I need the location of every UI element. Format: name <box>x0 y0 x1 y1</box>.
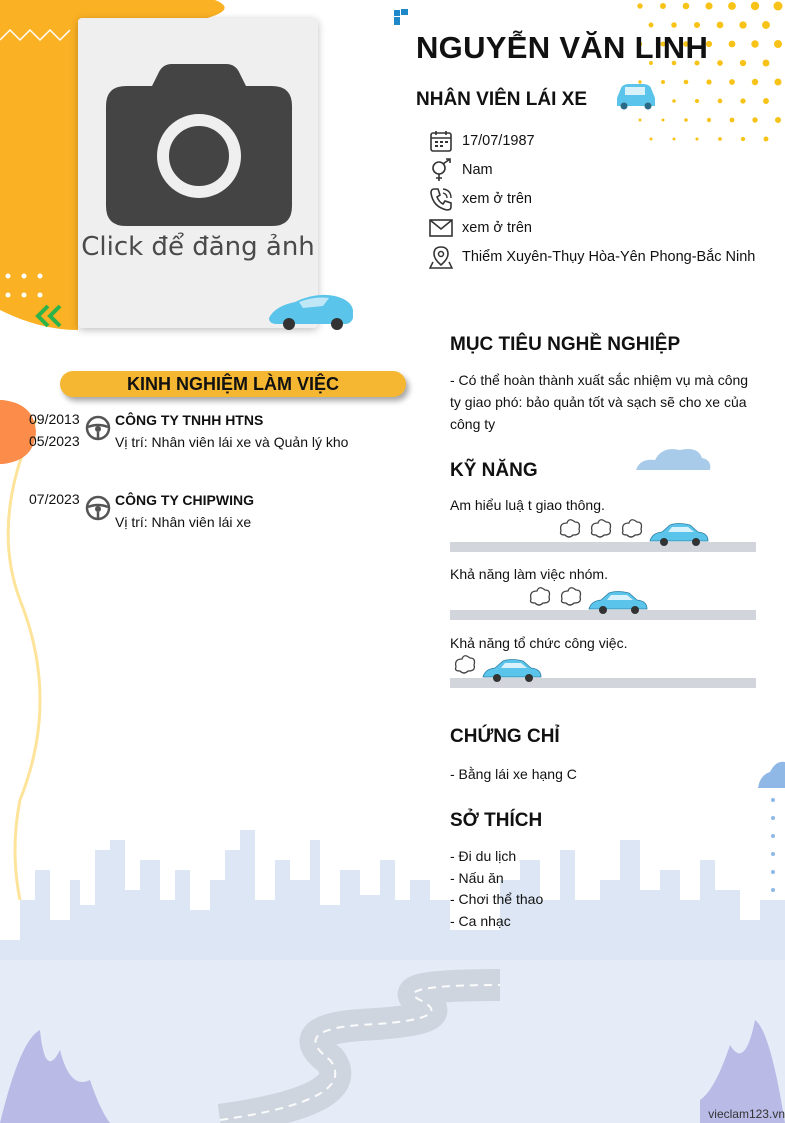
cloud-decor <box>636 449 710 470</box>
certificates-heading: CHỨNG CHỈ <box>450 726 560 747</box>
smoke-puff-icon <box>561 588 580 605</box>
dot-decor <box>740 98 745 103</box>
candidate-name: NGUYỄN VĂN LINH <box>416 30 709 65</box>
skill-2-label: Khả năng làm việc nhóm. <box>450 566 608 582</box>
dot-decor <box>671 22 677 28</box>
dot-decor <box>729 79 735 85</box>
experience-heading: KINH NGHIỆM LÀM VIỆC <box>60 371 406 397</box>
car-body-icon <box>483 660 541 683</box>
dot-decor <box>718 137 722 141</box>
car-body-icon <box>589 592 647 615</box>
logo-icon <box>394 9 408 25</box>
car-body-icon <box>650 524 708 547</box>
address-row <box>428 244 755 270</box>
skills-heading: KỸ NĂNG <box>450 460 538 481</box>
skill-2-car-icon <box>525 585 649 622</box>
dot-decor <box>662 119 665 122</box>
dot-decor <box>775 117 781 123</box>
smoke-puff-icon <box>623 520 642 537</box>
skill-3-label: Khả năng tổ chức công việc. <box>450 635 628 651</box>
exp-2-company: CÔNG TY CHIPWING <box>115 492 254 508</box>
cloud-right-decor <box>758 762 785 788</box>
dots-right-decor <box>771 798 775 892</box>
phone-icon <box>428 186 454 212</box>
exp-2-start: 07/2023 <box>29 491 80 507</box>
exp-1-start: 09/2013 <box>29 411 80 427</box>
dot-decor <box>752 79 758 85</box>
hobby-4: - Ca nhạc <box>450 913 511 929</box>
dot-decor <box>706 79 711 84</box>
gender-value: Nam <box>462 162 493 178</box>
phone-row <box>428 186 532 212</box>
dot-decor <box>673 138 676 141</box>
dot-decor <box>751 40 758 47</box>
exp-2-position: Vị trí: Nhân viên lái xe <box>115 514 252 530</box>
dot-decor <box>650 138 653 141</box>
dot-decor <box>751 2 759 10</box>
email-row <box>428 215 532 241</box>
dot-decor <box>763 60 770 67</box>
dot-decor <box>637 3 642 8</box>
dot-decor <box>672 99 676 103</box>
dot-decor <box>729 41 736 48</box>
gender-icon <box>428 157 454 183</box>
dot-decor <box>717 60 723 66</box>
mail-icon <box>428 215 454 241</box>
dot-decor <box>695 99 699 103</box>
job-title: NHÂN VIÊN LÁI XE <box>416 89 588 110</box>
dot-decor <box>730 118 735 123</box>
photo-upload-label: Click để đăng ảnh <box>81 232 315 262</box>
dot-decor <box>683 3 690 10</box>
dot-decor <box>774 40 782 48</box>
steering-wheel-icon <box>85 495 111 521</box>
skill-1-label: Am hiểu luậ t giao thông. <box>450 497 605 513</box>
dot-decor <box>752 117 757 122</box>
gender-row <box>428 157 493 183</box>
birthdate-value: 17/07/1987 <box>462 133 535 149</box>
dot-decor <box>762 21 770 29</box>
dot-decor <box>763 98 769 104</box>
smoke-puff-icon <box>592 520 611 537</box>
exp-1-company: CÔNG TY TNHH HTNS <box>115 412 264 428</box>
dot-decor <box>694 22 700 28</box>
certificate-1: - Bằng lái xe hạng C <box>450 766 577 782</box>
dot-decor <box>695 137 698 140</box>
steering-wheel-icon <box>85 415 111 441</box>
sports-car-icon <box>265 288 357 332</box>
smoke-puff-icon <box>530 588 549 605</box>
dot-decor <box>684 118 688 122</box>
hobby-1: - Đi du lịch <box>450 848 517 864</box>
dot-decor <box>718 99 723 104</box>
dot-decor <box>705 2 712 9</box>
camera-icon <box>106 64 292 226</box>
dots-top-right-decor <box>637 2 782 142</box>
dot-decor <box>728 2 736 10</box>
dot-decor <box>639 119 642 122</box>
dot-decor <box>684 80 689 85</box>
location-icon <box>428 244 454 270</box>
dot-decor <box>660 3 666 9</box>
exp-1-position: Vị trí: Nhân viên lái xe và Quản lý kho <box>115 434 349 450</box>
skill-1-car-icon <box>555 517 710 554</box>
email-value: xem ở trên <box>462 220 532 236</box>
dot-decor <box>774 2 783 11</box>
birthdate-row <box>428 128 535 154</box>
address-value: Thiểm Xuyên-Thụy Hòa-Yên Phong-Bắc Ninh <box>462 249 756 265</box>
calendar-icon <box>428 128 454 154</box>
exp-1-end: 05/2023 <box>29 433 80 449</box>
dot-decor <box>739 21 746 28</box>
objective-text: - Có thể hoàn thành xuất sắc nhiệm vụ mà công ty giao phó: bảo quản tốt và sạch sẽ cho xe của công ty <box>450 372 749 432</box>
watermark: vieclam123.vn <box>708 1107 785 1121</box>
smoke-puff-icon <box>561 520 580 537</box>
dot-decor <box>741 137 745 141</box>
objective-heading: MỤC TIÊU NGHỀ NGHIỆP <box>450 334 681 355</box>
dot-decor <box>707 118 711 122</box>
photo-upload[interactable] <box>78 18 318 328</box>
hobby-2: - Nấu ăn <box>450 870 504 886</box>
dot-decor <box>740 60 746 66</box>
skill-3-car-icon <box>450 653 543 690</box>
car-icon <box>613 82 657 110</box>
dot-decor <box>717 22 724 29</box>
hobbies-heading: SỞ THÍCH <box>450 810 543 831</box>
dot-decor <box>649 23 654 28</box>
phone-value: xem ở trên <box>462 191 532 207</box>
hobby-3: - Chơi thể thao <box>450 891 544 907</box>
dot-decor <box>764 137 769 142</box>
dot-decor <box>775 79 782 86</box>
dot-decor <box>661 80 665 84</box>
smoke-puff-icon <box>456 656 475 673</box>
